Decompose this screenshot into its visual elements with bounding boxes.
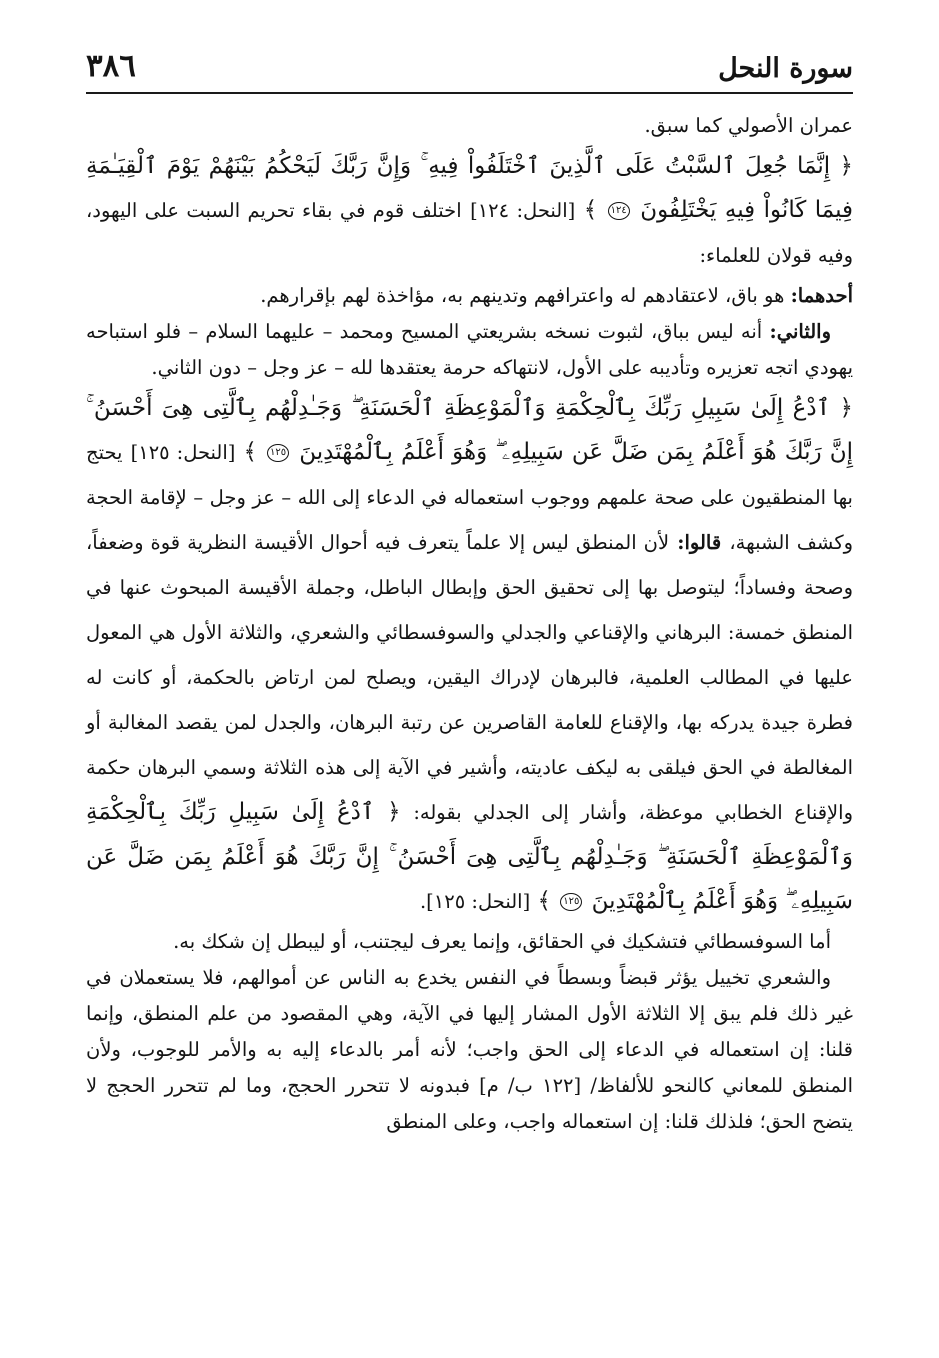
text-run: يحتج بها المنطقيون على صحة علمهم ووجوب استعماله في الدعاء إلى الله – عز وجل – لإقامة الحجة وكشف الشبهة،	[86, 441, 854, 554]
page-header	[86, 36, 853, 94]
text-run: أنه ليس بباق، لثبوت نسخه بشريعتي المسيح ومحمد – عليهما السلام – فلو استباحه يهودي اتجه تعزيره وتأديبه على الأول، لانتهاكه حرمة يعتقدها لله – عز وجل – دون الثاني.	[86, 320, 853, 379]
verse-close-bracket: ﴾	[583, 197, 598, 223]
paragraph-6	[86, 924, 853, 960]
quran-verse: ﴿ إِنَّمَا جُعِلَ ٱلسَّبْتُ عَلَى ٱلَّذِينَ ٱخْتَلَفُواْ فِيهِ ۚ وَإِنَّ رَبَّكَ لَيَحْكُمُ بَيْنَهُمْ يَوْمَ ٱلْقِيَـٰمَةِ فِيمَا كَانُواْ فِيهِ يَخْتَلِفُونَ	[86, 153, 854, 223]
verse-close-bracket: ﴾	[537, 888, 551, 914]
term-label: أحدهما:	[790, 284, 853, 307]
surah-title: سورة النحل	[718, 53, 853, 84]
term-label: قالوا:	[677, 531, 722, 554]
paragraph-3	[86, 278, 853, 314]
text-run: هو باق، لاعتقادهم له واعترافهم وتدينهم به، مؤاخذة لهم بإقرارهم.	[260, 284, 785, 307]
text-run: والشعري تخييل يؤثر قبضاً وبسطاً في النفس يخدع به الناس عن أموالهم، فلا يستعملان في غير ذلك فلم يبق إلا الثلاثة الأول المشار إليها في الآية، وهي المقصود من علم المنطق، وإنما قلنا: إن استعماله في الدعاء إلى الحق واجب؛ لأنه أمر بالدعاء إليه به والأمر للوجوب، ولأن المنطق للمعاني كالنحو للألفاظ/ [١٢٢ ب/ م] فبدونه لا تتحرر الحجج، وما لم تتحرر الحجج لا يتضح الحق؛ فلذلك قلنا: إن استعماله واجب، وعلى المنطق	[86, 966, 853, 1133]
ayah-number-mark: ١٢٥	[560, 893, 582, 911]
text-run: لأن المنطق ليس إلا علماً يتعرف فيه أحوال الأقيسة النظرية قوة وضعفاً، وصحة وفساداً؛ ليتوصل بها إلى تحقيق الحق وإبطال الباطل، وجملة الأقيسة المبحوث عنها في المنطق خمسة: البرهاني والإقناعي والجدلي والسوفسطائي والشعري، والثلاثة الأول هي المعول عليها في المطالب العلمية، فالبرهان لإدراك اليقين، ويصلح لمن ارتاض بالحكمة، أو كانت له فطرة جيدة يدركه بها، والإقناع للعامة القاصرين عن رتبة البرهان، والجدل لمن يقصد المغالبة أو المغالطة في الحق فيلقى به ليكف عاديته، وأشير في الآية إلى هذه الثلاثة وسمي البرهان حكمة والإقناع الخطابي موعظة، وأشار إلى الجدلي بقوله:	[86, 531, 853, 824]
paragraph-4	[86, 314, 853, 386]
verse-reference: [النحل: ١٢٥]	[130, 441, 236, 464]
verse-close-bracket: ﴾	[243, 439, 257, 465]
quran-verse: ﴿ ٱدْعُ إِلَىٰ سَبِيلِ رَبِّكَ بِٱلْحِكْمَةِ وَٱلْمَوْعِظَةِ ٱلْحَسَنَةِ ۖ وَجَـٰدِلْهُم بِٱلَّتِى هِىَ أَحْسَنُ ۚ إِنَّ رَبَّكَ هُوَ أَعْلَمُ بِمَن ضَلَّ عَن سَبِيلِهِۦ ۖ وَهُوَ أَعْلَمُ بِٱلْمُهْتَدِينَ	[86, 395, 854, 465]
page-number: ٣٨٦	[86, 48, 136, 84]
paragraph-5	[86, 386, 853, 924]
ayah-number-mark: ١٢٥	[267, 444, 289, 462]
ayah-number-mark: ١٢٤	[608, 202, 630, 220]
term-label: والثاني:	[769, 320, 831, 343]
text-run: عمران الأصولي كما سبق.	[644, 114, 853, 137]
paragraph-7	[86, 960, 853, 1140]
text-run: اختلف قوم في بقاء تحريم السبت على اليهود، وفيه قولان للعلماء:	[86, 199, 853, 267]
verse-reference: [النحل: ١٢٤]	[470, 199, 576, 222]
paragraph-1	[86, 108, 853, 144]
verse-reference: [النحل: ١٢٥].	[419, 890, 531, 913]
page-body	[86, 108, 853, 1140]
paragraph-2	[86, 144, 853, 278]
quran-verse: ﴿ ٱدْعُ إِلَىٰ سَبِيلِ رَبِّكَ بِٱلْحِكْمَةِ وَٱلْمَوْعِظَةِ ٱلْحَسَنَةِ ۖ وَجَـٰدِلْهُم بِٱلَّتِى هِىَ أَحْسَنُ ۚ إِنَّ رَبَّكَ هُوَ أَعْلَمُ بِمَن ضَلَّ عَن سَبِيلِهِۦ ۖ وَهُوَ أَعْلَمُ بِٱلْمُهْتَدِينَ	[86, 799, 853, 914]
text-run: أما السوفسطائي فتشكيك في الحقائق، وإنما يعرف ليجتنب، أو ليبطل إن شكك به.	[173, 930, 831, 953]
